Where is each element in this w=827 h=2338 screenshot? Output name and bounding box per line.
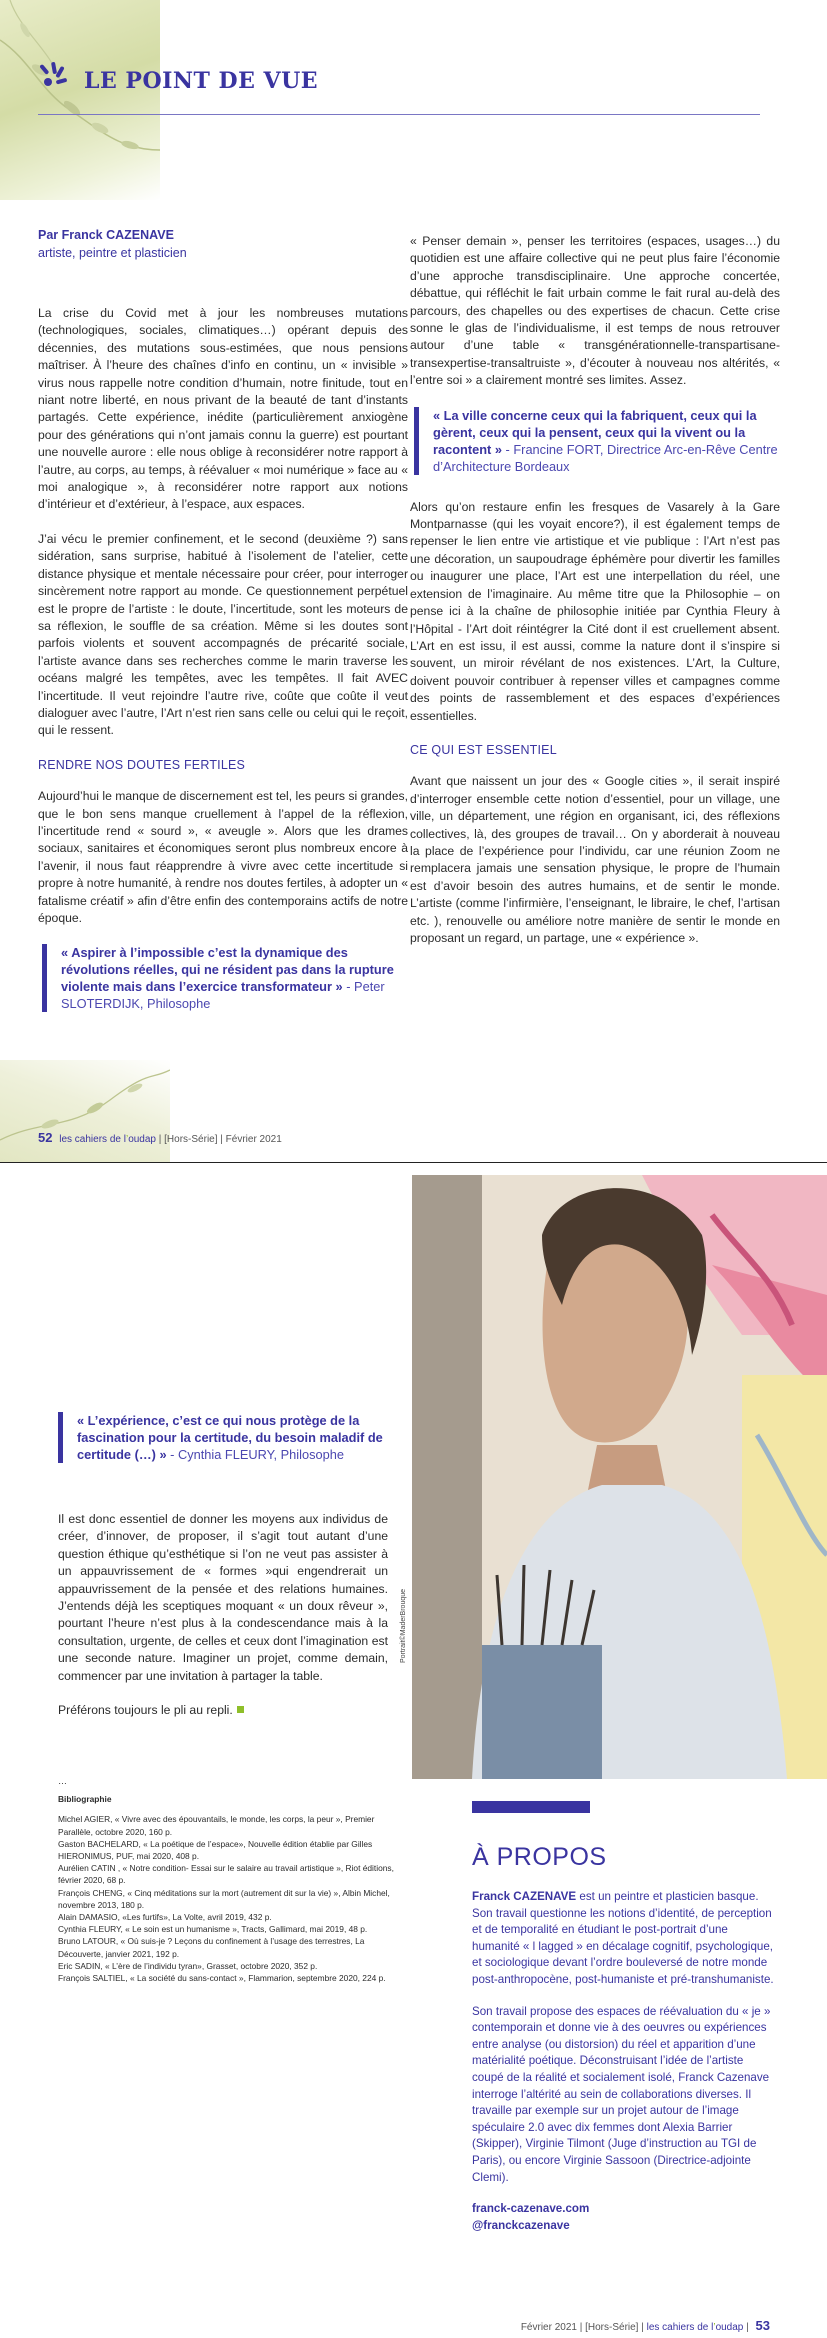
- photo-credit: Portrait©MaderBrouque: [400, 1588, 407, 1663]
- bibliography-entry: Cynthia FLEURY, « Le soin est un humanisme », Tracts, Gallimard, mai 2019, 48 p.: [58, 1924, 368, 1935]
- about-paragraph: Son travail propose des espaces de réévaluation du « je » contemporain et donne vie à des oeuvres ou expériences entre analyse (ou distorsion) du réel et apparition d’une matérialité poétique. Déconstruisant l’idée de l’artiste coupé de la réalité et socialement isolé, Franck Cazenave interroge l’altérité au sein de collaborations diverses. Il travaille par exemple sur un projet autour de l’image spéculaire 2.0 avec dix femmes dont Alexia Barrier (Skipper), Virginie Tilmont (Juge d’instruction au TGI de Paris), ou encore Virginie Sassoon (Directrice-adjointe Clemi).: [472, 2004, 771, 2184]
- subheading: CE QUI EST ESSENTIEL: [410, 742, 557, 757]
- body-paragraph: Aujourd’hui le manque de discernement est tel, les peurs si grandes, que le bon sens manque cruellement à l’appel de la réflexion, l’incertitude rend « sourd », « aveugle ». Alors que les drames sociaux, sanitaires et économiques seront plus nombreux encore à l’avenir, il nous faut réapprendre à vivre avec cette incertitude si propre à notre humanité, à rendre nos doutes fertiles, à adopter un « fatalisme créatif » afin d’être enfin des contemporains actifs de notre époque.: [38, 789, 408, 925]
- brand-text: oudap: [128, 1134, 156, 1145]
- social-handle-link[interactable]: @franckcazenave: [472, 2218, 570, 2232]
- page-number: 53: [755, 2318, 770, 2333]
- body-paragraph: Il est donc essentiel de donner les moyens aux individus de créer, d’innover, de proposer, il s’agit tout autant d’une question éthique qu’esthétique si l’on ne veut pas assister à un appauvrissement de « formes »qui engendrerait un appauvrissement de la pensée et des relations humaines. J’entends déjà les sceptiques moquant « un doux rêveur », pourtant l’heure n’est plus à la condescendance mais à la consultation, urgente, de celles et ceux dont l’imagination est une seconde nature. Imaginer un projet, comme demain, commencer par une invitation à partager la table.: [58, 1512, 388, 1683]
- magazine-brand: [647, 2322, 744, 2333]
- brand-text: les cahiers de l: [646, 2322, 714, 2333]
- about-text: [472, 1889, 774, 2234]
- body-paragraph: Alors qu’on restaure enfin les fresques de Vasarely à la Gare Montparnasse (qui les voyait encore?), il est également temps de repenser le lien entre vie artistique et vie publique : l’Art n’est pas une décoration, un saupoudrage éphémère pour divertir les familles ou inaugurer une place, l’Art est une interpellation du réel, une extension de l’imaginaire. Au même titre que la Philosophie – on pense ici à la chaîne de philosophie initiée par Cynthia Fleury à l’Hôpital - l’Art doit réintégrer la Cité dont il est cruellement absent. L’Art en est issu, il est aussi, comme la nature dont il s’inspire si souvent, un miroir révélant de nos existences. L’Art, la Culture, doivent pouvoir contribuer à repenser villes et campagnes comme des points de rassemblement et des espaces d’expériences essentielles.: [410, 499, 780, 723]
- quote-author: - Cynthia FLEURY, Philosophe: [170, 1447, 344, 1462]
- page-footer: [38, 1130, 282, 1145]
- brand-text: oudap: [715, 2322, 744, 2333]
- about-title: À PROPOS: [472, 1843, 607, 1871]
- issue-info: | [Hors-Série] | Février 2021: [158, 1134, 282, 1145]
- right-column: [410, 233, 780, 964]
- bibliography-entry: Eric SADIN, « L’ère de l’individu tyran», Grasset, octobre 2020, 352 p.: [58, 1960, 318, 1971]
- branch-illustration: [0, 1060, 170, 1163]
- artist-portrait-photo: [412, 1175, 827, 1779]
- magazine-brand: [59, 1134, 156, 1145]
- brand-text: les cahiers de l: [59, 1134, 126, 1145]
- closing-text: [58, 1511, 388, 1719]
- page-52: [0, 0, 827, 1163]
- bibliography-entry: Aurélien CATIN , « Notre condition- Essai sur le salaire au travail artistique », Riot éditions, février 2020, 68 p.: [58, 1863, 394, 1886]
- quote-text: « L’expérience, c’est ce qui nous protège de la fascination pour la certitude, du besoin maladif de certitude (…) »: [77, 1413, 383, 1462]
- quote-column: [58, 1406, 388, 1487]
- branch-illustration: [0, 0, 160, 200]
- about-paragraph: [472, 1889, 774, 1989]
- body-paragraph: Avant que naissent un jour des « Google cities », il serait inspiré d’interroger ensemble cette notion d’essentiel, pour un village, une ville, un département, une région en organisant, ici, des réflexions collectives, là, des groupes de travail… On y aborderait à nouveau la place de l’expérience pour l’individu, car une réunion Zoom ne remplacera jamais une sensation physique, le propre de l’humain est d’avoir besoin des autres humains, et de sentir le monde. L’artiste (comme l’infirmière, l’enseignant, le libraire, le chef, l’artisan etc. ), renouvelle ou améliore notre manière de sentir le monde en proposant un regard, un partage, une « expérience ».: [410, 774, 780, 945]
- separator-dots: …: [58, 1776, 68, 1786]
- page-53: [0, 1163, 827, 2338]
- website-link[interactable]: franck-cazenave.com: [472, 2202, 590, 2216]
- closing-line-text: Préférons toujours le pli au repli.: [58, 1703, 233, 1718]
- about-paragraph-text: est un peintre et plasticien basque. Son travail questionne les notions d’identité, de perception et de temporalité en étudiant le post-portrait d’une humanité « l lagged » en décalage cognitif, psychologique, et sociologique devant l’ordre bouleversé de notre monde post-anthropocène, post-humaniste et pré-transhumaniste.: [472, 1890, 774, 1986]
- pull-quote: [58, 1412, 388, 1463]
- body-paragraph: « Penser demain », penser les territoires (espaces, usages…) du quotidien est une affaire collective qui ne peut plus faire l’économie d’une approche transdisciplinaire. Une approche concertée, débattue, qui réfléchit le fait urbain comme le fait rural au-delà des parcours, des chapelles ou des expertises de chacun. Cette crise sonne le glas de l’individualisme, il est temps de nous retrouver autour d’une table « transgénérationnelle-transpartisane-transexpertise-transaltruiste », d’écouter à nouveau nos altérités, « l’entre soi » a clairement montré ses limites. Assez.: [410, 234, 780, 388]
- pull-quote: [42, 944, 408, 1012]
- quote-text: « La ville concerne ceux qui la fabriquent, ceux qui la gèrent, ceux qui la pensent, ceux qui la vivent ou la racontent »: [433, 407, 757, 457]
- end-mark-icon: [237, 1706, 244, 1713]
- bibliography-entry: Gaston BACHELARD, « La poétique de l’espace», Nouvelle édition établie par Gilles HIERONIMUS, PUF, mai 2020, 408 p.: [58, 1838, 373, 1862]
- brand-text: ’: [125, 1134, 129, 1145]
- header-decoration: [0, 0, 160, 200]
- left-column: [38, 305, 408, 1036]
- page-footer: Février 2021 | [Hors-Série] | les cahiers de l’oudap | 53: [520, 2318, 770, 2333]
- body-paragraph: J’ai vécu le premier confinement, et le second (deuxième ?) sans sidération, sans surprise, habitué à l’isolement de l’atelier, cette distance physique et mentale nécessaire pour créer, pour interroger sincèrement notre rapport au monde. Ce questionnement perpétuel est le propre de l’artiste : le doute, l’incertitude, sont les moteurs de sa réflexion, le souffle de sa création. Même si les doutes sont parfois violents et souvent accompagnés de précarité sociale, l’artiste avance dans ses recherches comme le marin traverse les océans malgré les tempêtes, avec les tempêtes. Il fait AVEC l’incertitude. Il veut rejoindre l’autre rive, coûte que coûte il veut dialoguer avec l’autre, l’Art n’est rien sans celle ou celui qui le reçoit, qui le ressent.: [38, 531, 408, 738]
- bibliography-entry: François SALTIEL, « La société du sans-contact », Flammarion, septembre 2020, 224 p.: [58, 1973, 386, 1984]
- bibliography-entry: Michel AGIER, « Vivre avec des épouvantails, le monde, les corps, la peur », Premier Parallèle, octobre 2020, 160 p.: [58, 1814, 375, 1837]
- about-accent-bar: [472, 1801, 590, 1813]
- author-name: Par Franck CAZENAVE: [38, 228, 174, 242]
- body-paragraph: La crise du Covid met à jour les nombreuses mutations (technologiques, sociales, climatiques…) opérant depuis des décennies, des mutations sous-estimées, que nous pensions maîtriser. À l’heure des chaînes d’info en continu, un « invisible » virus nous rappelle notre condition d’humain, notre finitude, tout en niant notre liberté, en nous privant de la beauté de tant d’instants partagés. Cette expérience, inédite (particulièrement anxiogène pour des générations qui n’ont jamais connu la guerre) est pourtant une nouvelle aurore : elle nous oblige à reconsidérer notre rapport à l’autre, au corps, au temps, à réévaluer « moi numérique » face au « moi analogique », à reconsidérer notre rapport aux notions d’intérieur et d’extérieur, à l’espace, aux espaces.: [38, 306, 408, 512]
- bibliography-entry: Bruno LATOUR, « Où suis-je ? Leçons du confinement à l’usage des terrestres, La Découverte, janvier 2021, 192 p.: [58, 1936, 365, 1959]
- bibliography: [58, 1775, 398, 1984]
- bibliography-entry: Alain DAMASIO, «Les furtifs», La Volte, avril 2019, 432 p.: [58, 1912, 272, 1923]
- pull-quote: [414, 407, 780, 475]
- quote-author: - Francine FORT, Directrice Arc-en-Rêve Centre d’Architecture Bordeaux: [433, 441, 778, 474]
- section-title: LE POINT DE VUE: [84, 68, 319, 94]
- contact-links: [472, 2201, 774, 2234]
- footer-decoration: [0, 1060, 170, 1163]
- portrait-illustration: [412, 1175, 827, 1779]
- quote-text: « Aspirer à l’impossible c’est la dynamique des révolutions réelles, qui ne résident pas dans la rupture violente mais dans l’exercice transformateur »: [61, 945, 394, 995]
- artist-name: Franck CAZENAVE: [472, 1890, 577, 1903]
- brand-text: ’: [713, 2322, 716, 2333]
- bibliography-heading: Bibliographie: [58, 1794, 112, 1805]
- bibliography-entry: François CHENG, « Cinq méditations sur la mort (autrement dit sur la vie) », Albin Michel, novembre 2013, 180 p.: [58, 1887, 390, 1910]
- quote-author: - Peter SLOTERDIJK, Philosophe: [61, 979, 385, 1012]
- subheading: RENDRE NOS DOUTES FERTILES: [38, 757, 246, 772]
- author-role: artiste, peintre et plasticien: [38, 246, 187, 260]
- closing-line: [58, 1702, 388, 1719]
- section-logo-icon: [38, 58, 72, 92]
- page-number: 52: [38, 1130, 53, 1145]
- title-divider: [38, 114, 760, 115]
- issue-info: Février 2021 | [Hors-Série] |: [520, 2322, 644, 2333]
